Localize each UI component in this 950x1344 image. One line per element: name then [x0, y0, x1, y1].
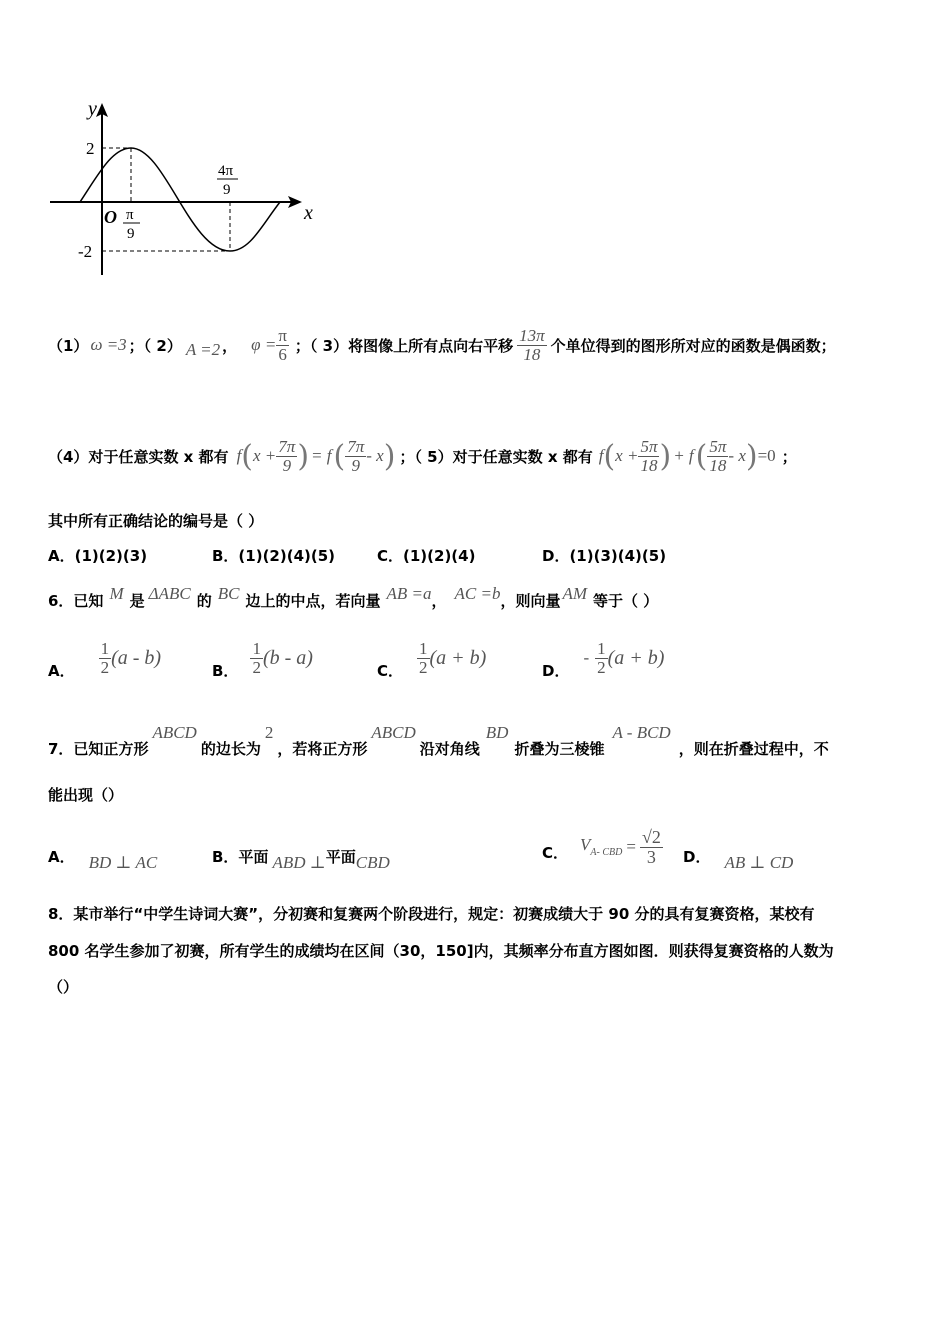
- s1-math: ω =3: [90, 335, 127, 354]
- q5-statements-line2: [48, 420, 797, 492]
- q6-a-expr: (a - b): [111, 646, 162, 669]
- q6-stem: [48, 582, 658, 618]
- q6-d-half-num: 1: [597, 638, 606, 658]
- s5-frac1-den: 18: [638, 456, 659, 475]
- q7-BD: BD: [485, 723, 509, 742]
- q6-comma: ，: [431, 591, 447, 610]
- q6-b-expr: (b - a): [262, 646, 313, 669]
- q7-option-c[interactable]: [542, 820, 663, 874]
- q6-option-c[interactable]: [377, 632, 486, 684]
- s4-lparen2: (: [333, 438, 346, 474]
- origin-label: O: [104, 207, 117, 227]
- s4-lparen1: (: [241, 438, 254, 474]
- q6-ab: AB =a: [386, 584, 432, 603]
- q6-c-half-den: 2: [419, 657, 428, 677]
- q7-c-label: C．: [542, 843, 569, 862]
- s1-label: （1）: [48, 336, 89, 355]
- q6-t4: 边上的中点，若向量: [245, 591, 381, 610]
- s4-frac1-num: 7π: [278, 436, 296, 456]
- q6-M: M: [109, 584, 124, 603]
- q5-option-d[interactable]: D．(1)(3)(4)(5): [542, 547, 667, 565]
- s3-shift-den: 18: [517, 345, 547, 364]
- q6-t5: ，则向量: [500, 591, 561, 610]
- q6-d-half-den: 2: [597, 657, 606, 677]
- q7-t6: ，则在折叠过程中，不: [678, 739, 829, 758]
- q6-t3: 的: [196, 591, 212, 610]
- q6-c-half-num: 1: [419, 638, 428, 658]
- q6-c-half: [417, 640, 430, 677]
- q6-a-label: A．: [48, 661, 75, 680]
- s4-in1: x +: [253, 446, 277, 465]
- q7-option-d[interactable]: [683, 836, 793, 876]
- s3-phi: φ =: [251, 335, 277, 354]
- q6-a-half: [99, 640, 112, 677]
- s3-text-end: 个单位得到的图形所对应的函数是偶函数；: [550, 336, 836, 355]
- q6-b-label: B．: [212, 661, 239, 680]
- s5-rparen2: ): [745, 438, 758, 474]
- q7-a-math: BD ⊥ AC: [88, 853, 158, 872]
- q6-ac: AC =b: [454, 584, 501, 603]
- s5-in1: x +: [615, 446, 639, 465]
- s2-math: A =2: [185, 340, 221, 359]
- s5-frac1-num: 5π: [640, 436, 658, 456]
- q6-a-half-num: 1: [100, 638, 110, 658]
- s3-shift-num: 13π: [519, 325, 545, 345]
- q7-t2: 的边长为: [200, 739, 261, 758]
- s5-text: ；（ 5）对于任意实数 x 都有: [399, 447, 593, 466]
- q5-option-c[interactable]: C．(1)(2)(4): [377, 547, 476, 565]
- q7-a-label: A．: [48, 847, 75, 866]
- s4-in2: - x: [366, 446, 384, 465]
- s4-text: （4）对于任意实数 x 都有: [48, 447, 229, 466]
- s5-eq: =0: [757, 446, 776, 465]
- sine-curve: [80, 148, 280, 251]
- s4-frac1: [276, 438, 297, 475]
- q6-t6: 等于（ ）: [593, 591, 659, 610]
- q6-t2: 是: [129, 591, 145, 610]
- x-tick-4pi9-num: 4π: [218, 163, 234, 179]
- q6-option-b[interactable]: [212, 632, 313, 684]
- s4-frac2-num: 7π: [347, 436, 365, 456]
- s4-f1: f: [236, 446, 242, 465]
- s4-frac2: [345, 438, 366, 475]
- q6-b-half-num: 1: [252, 638, 261, 658]
- s4-rparen2: ): [383, 438, 396, 474]
- q7-d-label: D．: [683, 847, 711, 866]
- x-axis-label: x: [304, 202, 313, 224]
- q7-b-math2: CBD: [355, 853, 390, 872]
- q6-option-a[interactable]: [48, 632, 161, 684]
- s5-frac2-num: 5π: [709, 436, 727, 456]
- q7-d-math: AB ⊥ CD: [724, 853, 794, 872]
- q7-b-math1: ABD ⊥: [272, 853, 326, 872]
- q7-option-a[interactable]: [48, 836, 157, 876]
- s5-in2: - x: [728, 446, 746, 465]
- q7-c-frac: [640, 828, 663, 867]
- q7-b-label: B．平面: [212, 847, 269, 866]
- s5-frac2-den: 18: [707, 456, 728, 475]
- q6-d-neg: -: [583, 648, 590, 667]
- q7-t5: 折叠为三棱锥: [514, 739, 605, 758]
- q8-line3: （）: [48, 978, 79, 996]
- q5-option-a[interactable]: A．(1)(2)(3): [48, 547, 148, 565]
- q5-statements-line1: [48, 310, 836, 380]
- s5-f1: f: [598, 446, 604, 465]
- s5-lparen1: (: [603, 438, 616, 474]
- q7-stem-line1: [48, 716, 829, 766]
- s5-plus: + f: [673, 446, 694, 465]
- s5-rparen1: ): [659, 438, 672, 474]
- q7-two: 2: [264, 723, 274, 742]
- q8-line2: 800 名学生参加了初赛，所有学生的成绩均在区间（30，150]内，其频率分布直方图如图．则获得复赛资格的人数为: [48, 942, 834, 960]
- s2-comma: ，: [222, 336, 238, 355]
- sine-graph: [40, 95, 330, 285]
- q6-b-half-den: 2: [252, 657, 261, 677]
- x-tick-pi9-num: π: [126, 207, 134, 223]
- q6-t1: 6．已知: [48, 591, 104, 610]
- q6-tri: ΔABC: [148, 584, 191, 603]
- q7-t1: 7．已知正方形: [48, 739, 149, 758]
- q6-d-half: [595, 640, 608, 677]
- s4-frac1-den: 9: [276, 456, 297, 475]
- q5-question: 其中所有正确结论的编号是（ ）: [48, 512, 264, 530]
- q6-d-expr: (a + b): [607, 646, 665, 669]
- q7-t3: ，若将正方形: [277, 739, 368, 758]
- q6-a-half-den: 2: [100, 657, 110, 677]
- q7-t4: 沿对角线: [419, 739, 480, 758]
- s5-lparen2: (: [695, 438, 708, 474]
- q6-c-expr: (a + b): [429, 646, 487, 669]
- q6-BC: BC: [217, 584, 240, 603]
- y-axis-label: y: [88, 98, 97, 120]
- q7-c-num: √2: [641, 826, 661, 847]
- q8-line1: 8．某市举行“中学生诗词大赛”，分初赛和复赛两个阶段进行，规定：初赛成绩大于 90 分的具有复赛资格，某校有: [48, 905, 815, 923]
- q6-b-half: [250, 640, 263, 677]
- q7-pyr: A - BCD: [612, 723, 671, 742]
- q5-option-b[interactable]: B．(1)(2)(4)(5): [212, 547, 336, 565]
- s4-rparen1: ): [297, 438, 310, 474]
- s3-text: ；（ 3）将图像上所有点向右平移: [294, 336, 514, 355]
- q7-b-mid: 平面: [325, 847, 356, 866]
- s3-shift-frac: [517, 327, 547, 364]
- s3-phi-num: π: [278, 325, 287, 345]
- q7-c-den: 3: [640, 847, 663, 867]
- q6-d-label: D．: [542, 661, 570, 680]
- s2-label: ；（ 2）: [128, 336, 182, 355]
- q6-c-label: C．: [377, 661, 404, 680]
- q7-c-sub: A- CBD: [590, 846, 623, 858]
- x-tick-pi9-den: 9: [127, 226, 135, 242]
- q6-option-d[interactable]: [542, 632, 664, 684]
- s5-frac1: [638, 438, 659, 475]
- s4-frac2-den: 9: [345, 456, 366, 475]
- s5-end: ；: [781, 447, 797, 466]
- y-tick-neg2: -2: [78, 242, 93, 261]
- s3-phi-den: 6: [276, 345, 289, 364]
- q6-AM: AM: [562, 584, 588, 603]
- s3-phi-frac: [276, 327, 289, 364]
- x-tick-4pi9-den: 9: [223, 182, 231, 198]
- q7-stem-line2: 能出现（）: [48, 786, 124, 804]
- s4-eq: = f: [311, 446, 332, 465]
- y-tick-2: 2: [86, 139, 95, 158]
- q7-c-eq: =: [626, 837, 636, 856]
- q7-option-b[interactable]: [212, 836, 390, 876]
- q7-ABCD: ABCD: [152, 723, 197, 742]
- q7-c-V: V: [580, 835, 591, 854]
- s5-frac2: [707, 438, 728, 475]
- q7-ABCD2: ABCD: [371, 723, 416, 742]
